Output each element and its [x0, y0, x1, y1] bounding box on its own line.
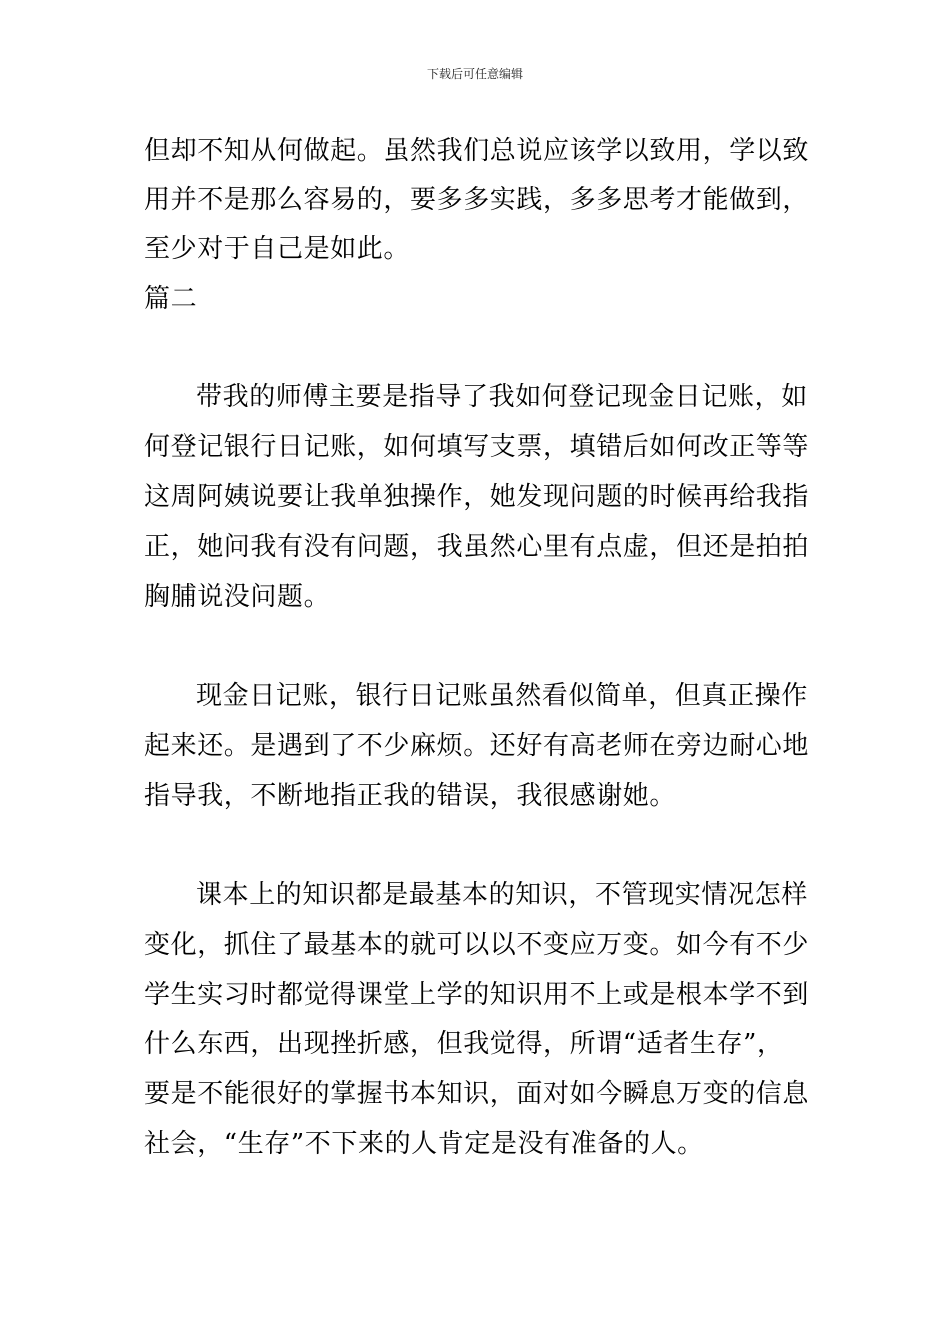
- text-line: 变化，抓住了最基本的就可以以不变应万变。如今有不少: [144, 930, 810, 960]
- text-line: 指导我，不断地指正我的错误，我很感谢她。: [144, 781, 677, 811]
- text-line: 但却不知从何做起。虽然我们总说应该学以致用，学以致: [144, 136, 810, 166]
- text-line: 起来还。是遇到了不少麻烦。还好有高老师在旁边耐心地: [144, 731, 810, 761]
- text-line: 要是不能很好的掌握书本知识，面对如今瞬息万变的信息: [144, 1079, 810, 1109]
- text-line: 至少对于自己是如此。: [144, 234, 411, 264]
- text-line: 胸脯说没问题。: [144, 582, 331, 612]
- text-line: 什么东西，出现挫折感，但我觉得，所谓“适者生存”，: [144, 1029, 784, 1059]
- text-line: 社会，“生存”不下来的人肯定是没有准备的人。: [144, 1129, 704, 1159]
- text-line: 这周阿姨说要让我单独操作，她发现问题的时候再给我指: [144, 482, 810, 512]
- text-line: 正，她问我有没有问题，我虽然心里有点虚，但还是拍拍: [144, 532, 810, 562]
- page-header: 下载后可任意编辑: [426, 67, 523, 81]
- section-heading: 篇二: [144, 284, 198, 314]
- text-line: 课本上的知识都是最基本的知识，不管现实情况怎样: [196, 880, 808, 910]
- text-line: 带我的师傅主要是指导了我如何登记现金日记账，如: [196, 382, 808, 412]
- text-line: 现金日记账，银行日记账虽然看似简单，但真正操作: [196, 681, 808, 711]
- text-line: 何登记银行日记账，如何填写支票，填错后如何改正等等: [144, 432, 810, 462]
- text-line: 用并不是那么容易的，要多多实践，多多思考才能做到，: [144, 185, 810, 215]
- text-line: 学生实习时都觉得课堂上学的知识用不上或是根本学不到: [144, 980, 810, 1010]
